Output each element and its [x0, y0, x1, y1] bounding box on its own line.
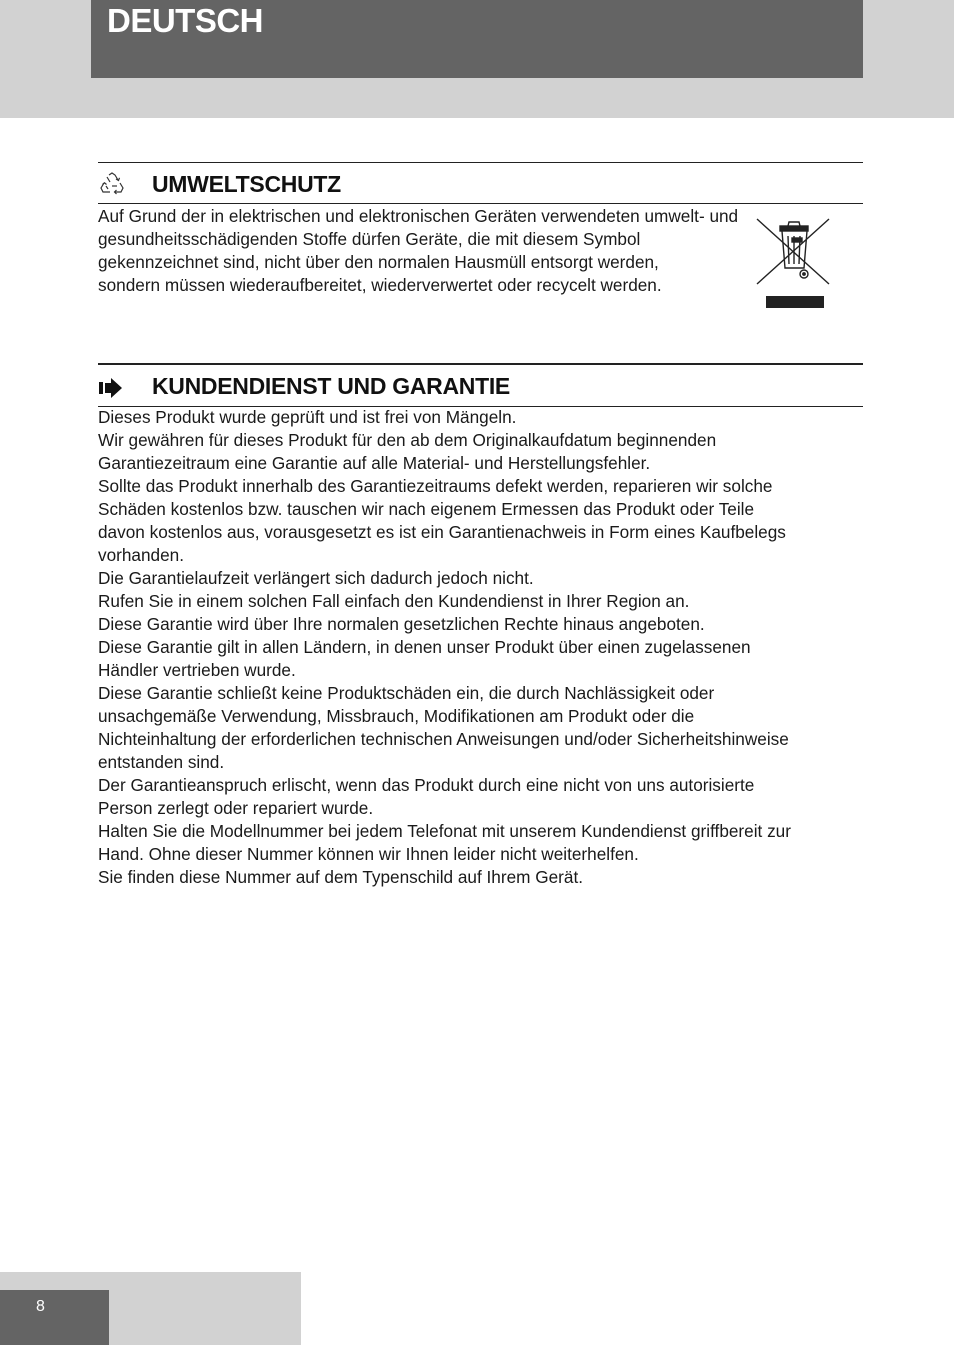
text-line: Sie finden diese Nummer auf dem Typenschild auf Ihrem Gerät. [98, 867, 583, 887]
recycle-icon [98, 172, 126, 196]
text-line: unsachgemäße Verwendung, Missbrauch, Modifikationen am Produkt oder die [98, 706, 695, 726]
text-line: gesundheitsschädigenden Stoffe dürfen Geräte, die mit diesem Symbol [98, 229, 641, 249]
arrow-right-icon [98, 377, 126, 401]
language-title-bar [91, 0, 863, 78]
text-line: entstanden sind. [98, 752, 225, 772]
language-title: DEUTSCH [107, 2, 264, 39]
section-header-umweltschutz [98, 162, 863, 204]
text-line: vorhanden. [98, 545, 185, 565]
kundendienst-text [98, 406, 863, 889]
text-line: Person zerlegt oder repariert wurde. [98, 798, 374, 818]
section-title-umweltschutz: UMWELTSCHUTZ [152, 171, 341, 197]
text-line: Der Garantieanspruch erlischt, wenn das Produkt durch eine nicht von uns autorisierte [98, 775, 755, 795]
text-line: Hand. Ohne dieser Nummer können wir Ihnen leider nicht weiterhelfen. [98, 844, 639, 864]
page-number-box [0, 1290, 109, 1345]
text-line: Wir gewähren für dieses Produkt für den ab dem Originalkaufdatum beginnenden [98, 430, 717, 450]
text-line: Die Garantielaufzeit verlängert sich dadurch jedoch nicht. [98, 568, 534, 588]
text-line: Sollte das Produkt innerhalb des Garantiezeitraums defekt werden, reparieren wir solche [98, 476, 773, 496]
text-line: Nichteinhaltung der erforderlichen technischen Anweisungen und/oder Sicherheitshinweise [98, 729, 789, 749]
text-line: Händler vertrieben wurde. [98, 660, 296, 680]
text-line: Garantiezeitraum eine Garantie auf alle Material- und Herstellungsfehler. [98, 453, 651, 473]
text-line: Auf Grund der in elektrischen und elektronischen Geräten verwendeten umwelt- und [98, 206, 739, 226]
text-line: Diese Garantie gilt in allen Ländern, in denen unser Produkt über einen zugelassenen [98, 637, 751, 657]
page-number: 8 [36, 1298, 45, 1315]
umweltschutz-text [98, 205, 818, 297]
text-line: Schäden kostenlos bzw. tauschen wir nach eigenem Ermessen das Produkt oder Teile [98, 499, 755, 519]
text-line: Rufen Sie in einem solchen Fall einfach den Kundendienst in Ihrer Region an. [98, 591, 690, 611]
crossed-out-wheelie-bin-icon [754, 216, 834, 310]
text-line: Diese Garantie schließt keine Produktschäden ein, die durch Nachlässigkeit oder [98, 683, 715, 703]
text-line: Dieses Produkt wurde geprüft und ist frei von Mängeln. [98, 407, 517, 427]
text-line: Diese Garantie wird über Ihre normalen gesetzlichen Rechte hinaus angeboten. [98, 614, 705, 634]
text-line: gekennzeichnet sind, nicht über den normalen Hausmüll entsorgt werden, [98, 252, 659, 272]
section-header-kundendienst [98, 363, 863, 407]
text-line: sondern müssen wiederaufbereitet, wiederverwertet oder recycelt werden. [98, 275, 662, 295]
section-title-kundendienst: KUNDENDIENST UND GARANTIE [152, 373, 510, 399]
text-line: davon kostenlos aus, vorausgesetzt es ist ein Garantienachweis in Form eines Kaufbelegs [98, 522, 786, 542]
text-line: Halten Sie die Modellnummer bei jedem Telefonat mit unserem Kundendienst griffbereit zur [98, 821, 791, 841]
